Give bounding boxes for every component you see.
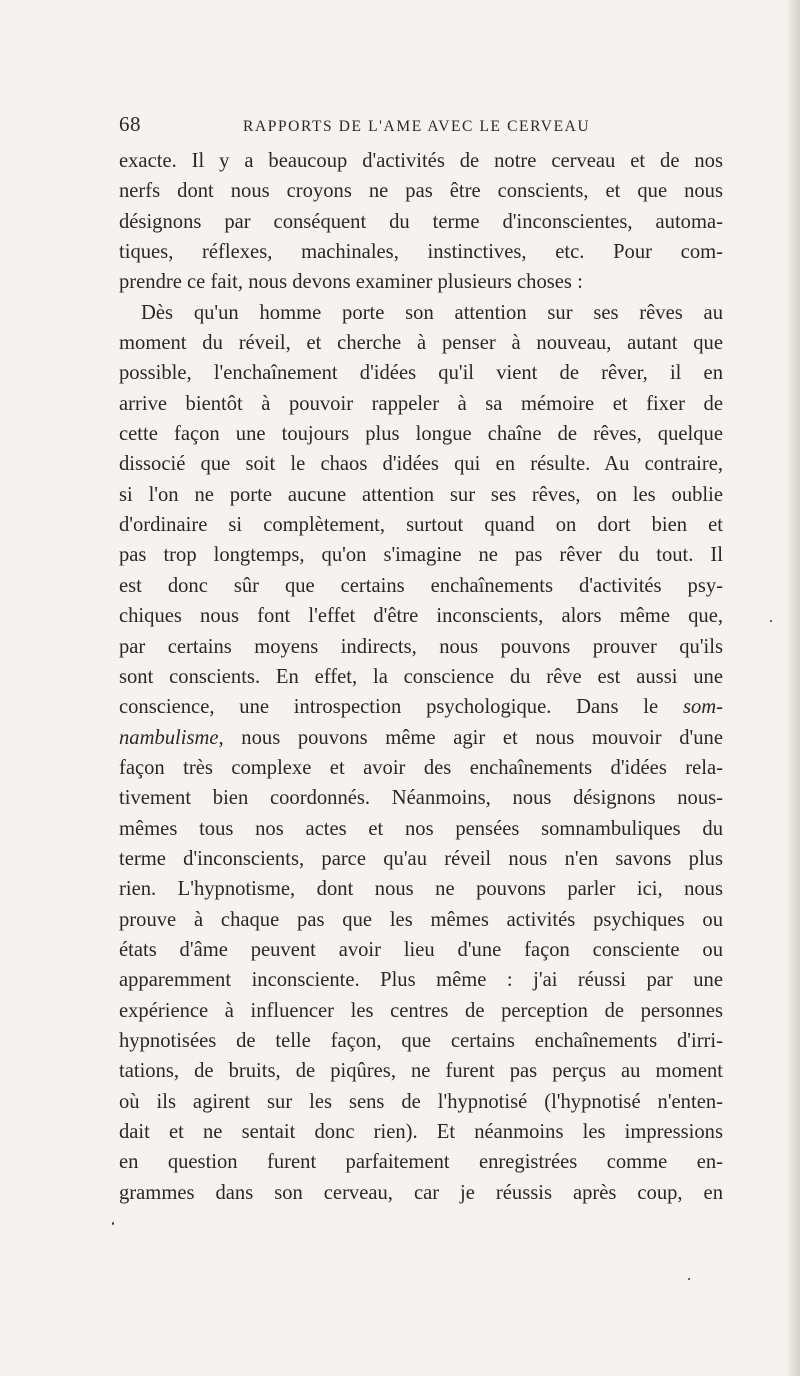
text-line: prouve à chaque pas que les mêmes activités psychiques ou xyxy=(119,908,723,931)
text-line-mixed xyxy=(119,692,723,722)
text-line: en question furent parfaitement enregistrées comme en- xyxy=(119,1151,723,1174)
paragraph-start-line: Dès qu'un homme porte son attention sur ses rêves au xyxy=(141,301,723,324)
page-header xyxy=(119,112,709,144)
ink-speck xyxy=(688,1278,690,1280)
text-line: mêmes tous nos actes et nos pensées somnambuliques du xyxy=(119,817,723,840)
italic-term: som- xyxy=(682,696,723,719)
text-line: tations, de bruits, de piqûres, ne furent pas perçus au moment xyxy=(119,1060,723,1083)
ink-speck xyxy=(112,1222,114,1225)
text-line: désignons par conséquent du terme d'inconscientes, automa- xyxy=(119,210,723,233)
text-line: par certains moyens indirects, nous pouvons prouver qu'ils xyxy=(119,635,723,658)
text-line: sont conscients. En effet, la conscience du rêve est aussi une xyxy=(119,665,723,688)
ink-speck xyxy=(770,620,772,622)
text-line: apparemment inconsciente. Plus même : j'ai réussi par une xyxy=(119,969,723,992)
text-line: est donc sûr que certains enchaînements d'activités psy- xyxy=(119,574,723,597)
text-line: où ils agirent sur les sens de l'hypnotisé (l'hypnotisé n'enten- xyxy=(119,1090,723,1113)
text-line: dait et ne sentait donc rien). Et néanmoins les impressions xyxy=(119,1121,723,1143)
text-line: états d'âme peuvent avoir lieu d'une façon consciente ou xyxy=(119,938,723,961)
text-line: pas trop longtemps, qu'on s'imagine ne pas rêver du tout. Il xyxy=(119,544,723,567)
text-line: dissocié que soit le chaos d'idées qui en résulte. Au contraire, xyxy=(119,453,723,476)
text-line: cette façon une toujours plus longue chaîne de rêves, quelque xyxy=(119,423,723,446)
text-line: moment du réveil, et cherche à penser à nouveau, autant que xyxy=(119,332,723,355)
body-text xyxy=(119,146,723,1208)
text-line: grammes dans son cerveau, car je réussis après coup, en xyxy=(119,1181,723,1204)
text-line: tivement bien coordonnés. Néanmoins, nous désignons nous- xyxy=(119,787,723,810)
text-line: possible, l'enchaînement d'idées qu'il vient de rêver, il en xyxy=(119,362,723,385)
text-line: chiques nous font l'effet d'être inconscients, alors même que, xyxy=(119,605,723,628)
text-line: nerfs dont nous croyons ne pas être conscients, et que nous xyxy=(119,180,723,203)
text-line: arrive bientôt à pouvoir rappeler à sa mémoire et fixer de xyxy=(119,392,723,415)
page-number: 68 xyxy=(119,112,141,136)
text-line: tiques, réflexes, machinales, instinctives, etc. Pour com- xyxy=(119,241,723,264)
text-line: si l'on ne porte aucune attention sur ses rêves, on les oublie xyxy=(119,483,723,506)
text-line: rien. L'hypnotisme, dont nous ne pouvons parler ici, nous xyxy=(119,878,723,901)
text-line: prendre ce fait, nous devons examiner plusieurs choses : xyxy=(119,271,583,294)
running-head: RAPPORTS DE L'AME AVEC LE CERVEAU xyxy=(243,118,591,135)
text-segment: , nous pouvons même agir et nous mouvoir d'une xyxy=(218,726,723,749)
text-line: façon très complexe et avoir des enchaînements d'idées rela- xyxy=(119,756,723,779)
page-edge-shadow xyxy=(786,0,800,1376)
text-line: expérience à influencer les centres de perception de personnes xyxy=(119,999,723,1022)
text-line-mixed xyxy=(119,723,723,753)
text-line: exacte. Il y a beaucoup d'activités de notre cerveau et de nos xyxy=(119,150,723,172)
text-segment: conscience, une introspection psychologique. Dans le xyxy=(119,696,659,719)
text-line: hypnotisées de telle façon, que certains enchaînements d'irri- xyxy=(119,1029,723,1052)
text-line: d'ordinaire si complètement, surtout quand on dort bien et xyxy=(119,514,723,537)
text-line: terme d'inconscients, parce qu'au réveil nous n'en savons plus xyxy=(119,847,723,870)
italic-term: nambulisme xyxy=(119,726,219,749)
